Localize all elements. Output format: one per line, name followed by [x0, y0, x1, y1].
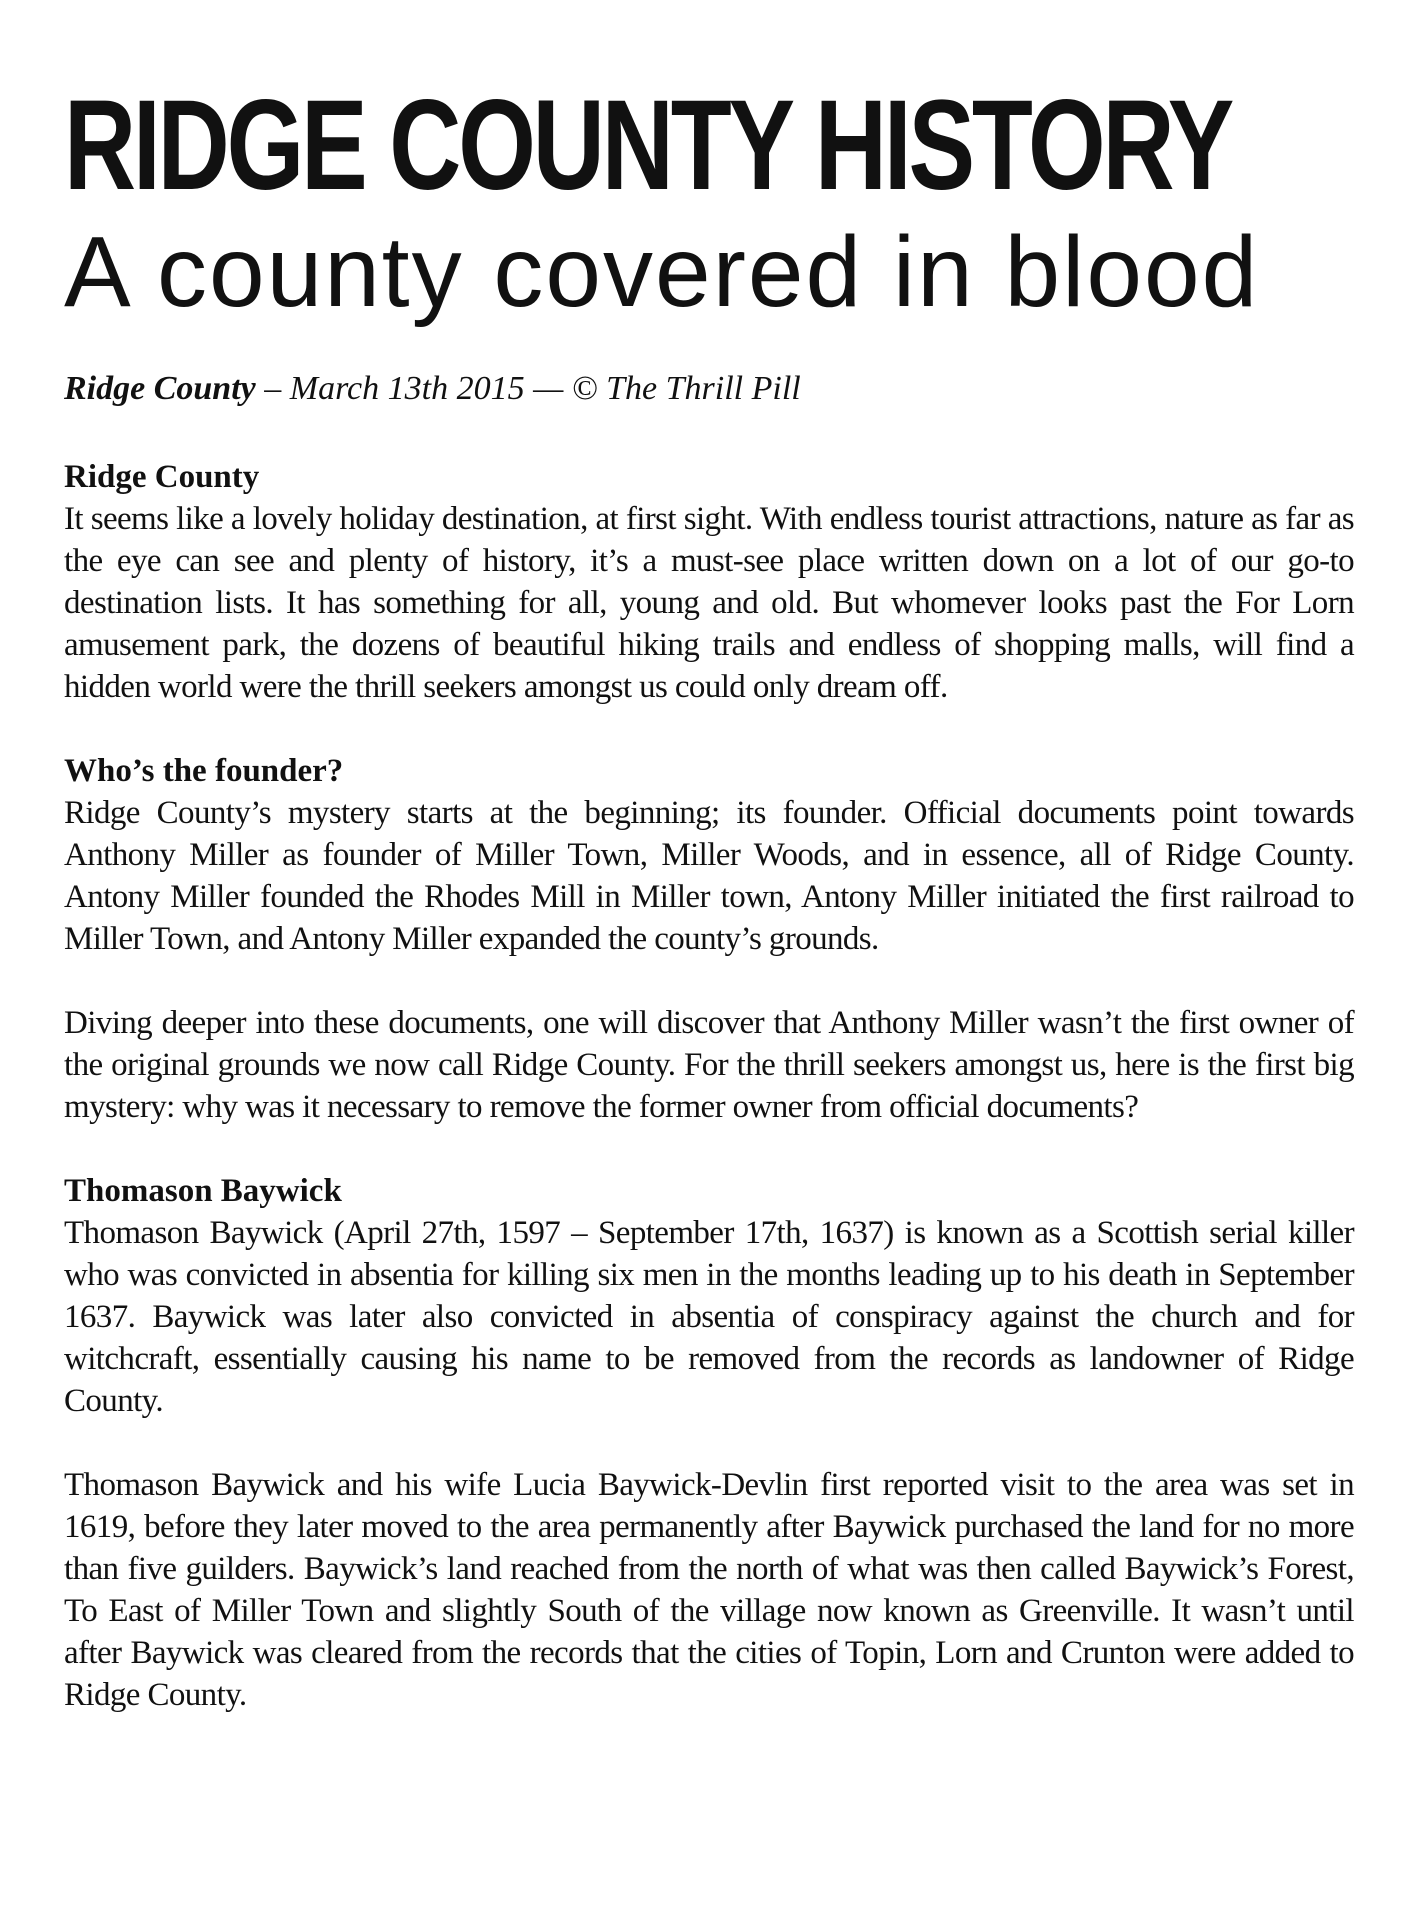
byline-place: Ridge County [64, 370, 256, 407]
paragraph: It seems like a lovely holiday destination, at first sight. With endless tourist attractions, nature as far as the eye can see and plenty of history, it’s a must-see place written down on a lot of our go-to destination lists. It has something for all, young and old. But whomever looks past the For Lorn amusement park, the dozens of beautiful hiking trails and endless of shopping malls, will find a hidden world were the thrill seekers amongst us could only dream off. [64, 501, 1354, 705]
byline-date-credit: – March 13th 2015 — © The Thrill Pill [255, 370, 801, 407]
article-body [64, 456, 1354, 1758]
byline [64, 372, 801, 406]
paragraph: Thomason Baywick (April 27th, 1597 – September 17th, 1637) is known as a Scottish serial killer who was convicted in absentia for killing six men in the months leading up to his death in September 1637. Baywick was later also convicted in absentia of conspiracy against the church and for witchcraft, essentially causing his name to be removed from the records as landowner of Ridge County. [64, 1215, 1354, 1419]
section-founder [64, 750, 1354, 1128]
article-title: RIDGE COUNTY HISTORY [64, 74, 1232, 217]
paragraph: Thomason Baywick and his wife Lucia Baywick-Devlin first reported visit to the area was set in 1619, before they later moved to the area permanently after Baywick purchased the land for no more than five guilders. Baywick’s land reached from the north of what was then called Baywick’s Forest, To East of Miller Town and slightly South of the village now known as Greenville. It wasn’t until after Baywick was cleared from the records that the cities of Topin, Lorn and Crunton were added to Ridge County. [64, 1467, 1354, 1713]
section-thomason-baywick [64, 1170, 1354, 1716]
paragraph: Ridge County’s mystery starts at the beginning; its founder. Official documents point towards Anthony Miller as founder of Miller Town, Miller Woods, and in essence, all of Ridge County. Antony Miller founded the Rhodes Mill in Miller town, Antony Miller initiated the first railroad to Miller Town, and Antony Miller expanded the county’s grounds. [64, 795, 1354, 957]
article-subtitle: A county covered in blood [64, 216, 1260, 328]
section-ridge-county [64, 456, 1354, 708]
paragraph: Diving deeper into these documents, one will discover that Anthony Miller wasn’t the first owner of the original grounds we now call Ridge County. For the thrill seekers amongst us, here is the first big mystery: why was it necessary to remove the former owner from official documents? [64, 1005, 1354, 1125]
section-heading: Ridge County [64, 459, 260, 495]
section-heading: Who’s the founder? [64, 753, 344, 789]
section-heading: Thomason Baywick [64, 1173, 342, 1209]
